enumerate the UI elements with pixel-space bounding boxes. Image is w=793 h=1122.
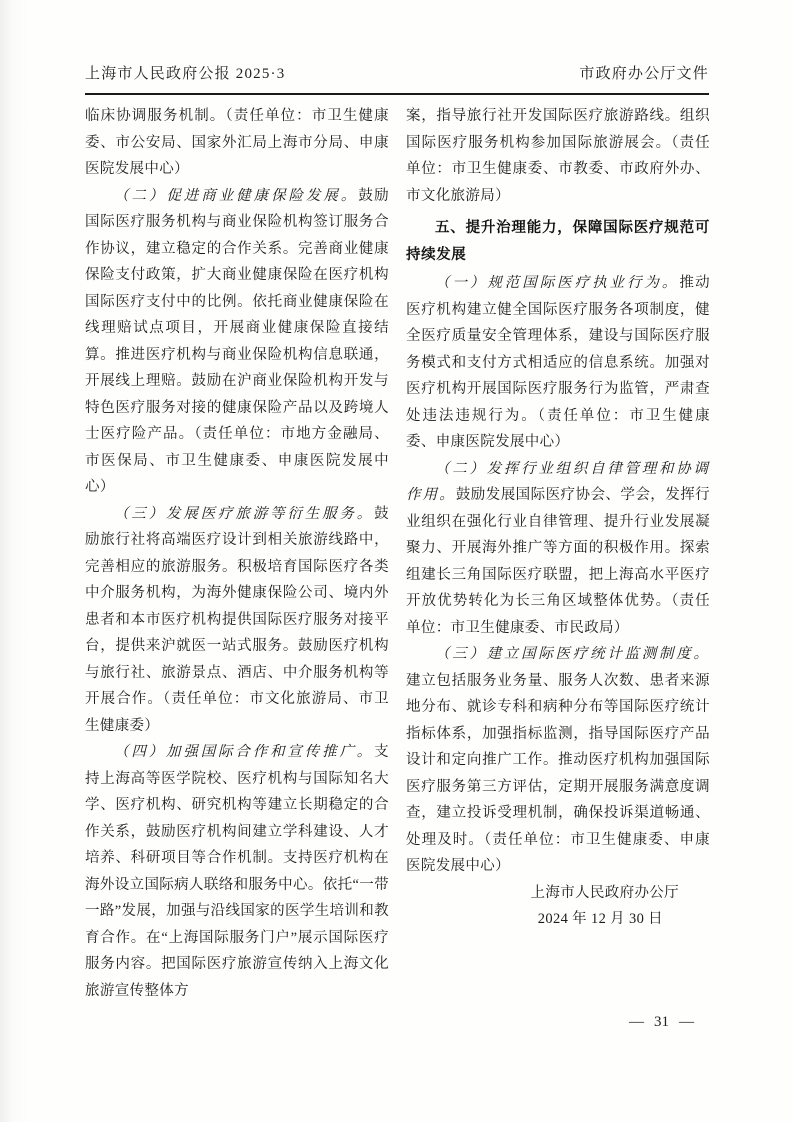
paragraph-text: 鼓励国际医疗服务机构与商业保险机构签订服务合作协议，建立稳定的合作关系。完善商业健康保险支付政策，扩大商业健康保险在医疗机构国际医疗支付中的比例。依托商业健康保险在线理赔试点项目，开展商业健康保险直接结算。推进医疗机构与商业保险机构信息联通，开展线上理赔。鼓励在沪商业保险机构开发与特色医疗服务对接的健康保险产品以及跨境人士医疗险产品。（责任单位：市地方金融局、市医保局、市卫生健康委、申康医院发展中心）	[85, 187, 389, 495]
page-body	[85, 103, 710, 1004]
section-heading: 五、提升治理能力，保障国际医疗规范可持续发展	[406, 220, 710, 263]
paragraph	[85, 183, 389, 501]
signature-date: 2024 年 12 月 30 日	[537, 911, 663, 927]
paragraph-text: 支持上海高等医学院校、医疗机构与国际知名大学、医疗机构、研究机构等建立长期稳定的合作关系，鼓励医疗机构间建立学科建设、人才培养、科研项目等合作机制。支持医疗机构在海外设立国际病人联络和服务中心。依托“一带一路”发展，加强与沿线国家的医学生培训和教育合作。在“上海国际服务门户”展示国际医疗服务内容。把国际医疗旅游宣传纳入上海文化旅游宣传整体方	[85, 744, 389, 999]
paragraph-text: 临床协调服务机制。（责任单位：市卫生健康委、市公安局、国家外汇局上海市分局、申康医院发展中心）	[85, 108, 389, 177]
left-column	[85, 103, 389, 1004]
paragraph-lead: （三）发展医疗旅游等衍生服务。	[114, 505, 375, 522]
paragraph	[85, 103, 389, 183]
paragraph-text: 鼓励发展国际医疗协会、学会，发挥行业组织在强化行业自律管理、提升行业发展凝聚力、开展海外推广等方面的积极作用。探索组建长三角国际医疗联盟，把上海高水平医疗开放优势转化为长三角区域整体优势。（责任单位：市卫生健康委、市民政局）	[406, 487, 711, 636]
right-column	[406, 103, 710, 1004]
paragraph	[406, 103, 710, 209]
page-header	[85, 62, 709, 95]
paragraph-text: 鼓励旅行社将高端医疗设计到相关旅游线路中，完善相应的旅游服务。积极培育国际医疗各类中介服务机构，为海外健康保险公司、境内外患者和本市医疗机构提供国际医疗服务对接平台，提供来沪就医一站式服务。鼓励医疗机构与旅行社、旅游景点、酒店、中介服务机构等开展合作。（责任单位：市文化旅游局、市卫生健康委）	[85, 505, 389, 734]
paragraph	[406, 456, 710, 642]
paragraph-lead: （四）加强国际合作和宣传推广。	[114, 744, 375, 760]
paragraph	[406, 641, 710, 880]
paragraph	[85, 501, 389, 740]
paragraph-lead: （三）建立国际医疗统计监测制度。	[435, 646, 710, 662]
doc-category: 市政府办公厅文件	[579, 66, 709, 82]
signature-issuer: 上海市人民政府办公厅	[530, 884, 679, 901]
paragraph-lead: （二）发挥行业组织自律管理和协调作用。	[406, 460, 710, 503]
gazette-title: 上海市人民政府公报 2025·3	[85, 66, 286, 82]
page-number	[629, 1014, 694, 1031]
paragraph	[406, 270, 710, 456]
page-number-dash-right: —	[679, 1014, 694, 1030]
page-number-value: 31	[654, 1014, 669, 1030]
page-number-dash-left: —	[629, 1014, 644, 1030]
paragraph-lead: （一）规范国际医疗执业行为。	[435, 275, 680, 291]
paragraph-text: 建立包括服务业务量、服务人次数、患者来源地分布、就诊专科和病种分布等国际医疗统计指标体系，加强指标监测，指导国际医疗产品设计和定向推广工作。推动医疗机构加强国际医疗服务第三方评估，定期开展服务满意度调查，建立投诉受理机制，确保投诉渠道畅通、处理及时。（责任单位：市卫生健康委、申康医院发展中心）	[406, 672, 710, 874]
paragraph	[85, 739, 389, 1004]
paragraph-text: 案，指导旅行社开发国际医疗旅游路线。组织国际医疗服务机构参加国际旅游展会。（责任单位：市卫生健康委、市教委、市政府外办、市文化旅游局）	[406, 108, 710, 204]
paragraph-lead: （二）促进商业健康保险发展。	[114, 187, 359, 204]
paragraph-text: 推动医疗机构建立健全国际医疗服务各项制度，健全医疗质量安全管理体系，建设与国际医疗服务模式和支付方式相适应的信息系统。加强对医疗机构开展国际医疗服务行为监管，严肃查处违法违规行为。（责任单位：市卫生健康委、申康医院发展中心）	[406, 275, 710, 450]
